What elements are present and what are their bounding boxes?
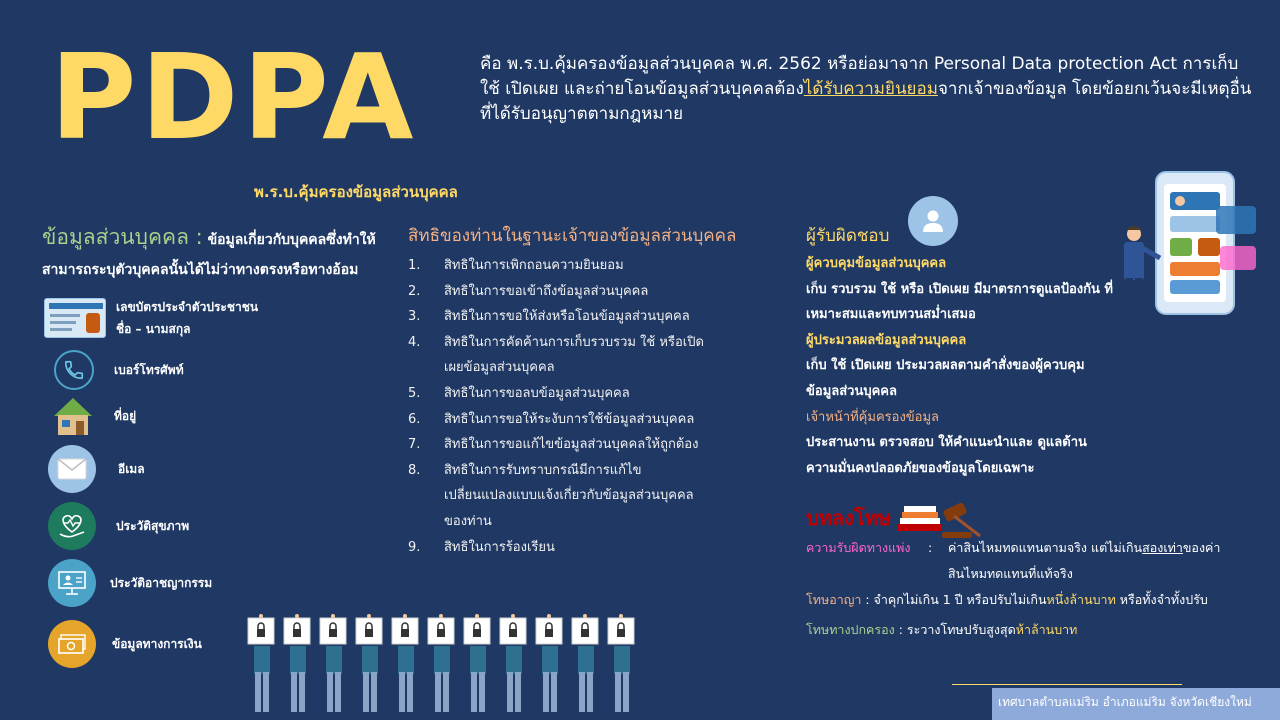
controller-title: ผู้ควบคุมข้อมูลส่วนบุคคล xyxy=(806,256,947,271)
footer-organization: เทศบาลตำบลแม่ริม อำเภอแม่ริม จังหวัดเชียงใหม่ xyxy=(992,688,1280,720)
id-card-icon xyxy=(44,298,106,338)
dpo-description: ประสานงาน ตรวจสอบ ให้คำแนะนำและ ดูแลด้านความมั่นคงปลอดภัยของข้อมูลโดยเฉพาะ xyxy=(806,435,1087,476)
intro-text-1: คือ พ.ร.บ.คุ้มครองข้อมูลส่วนบุคคล พ.ศ. 2562 หรือย่อมาจาก Personal Data protection Act การเก็บ ใช้ เปิดเผย และถ่ายโอนข้อมูลส่วนบุคคลต้อง xyxy=(480,54,1239,99)
rights-section-heading: สิทธิของท่านในฐานะเจ้าของข้อมูลส่วนบุคคล xyxy=(408,226,737,246)
rights-list-item: 2. สิทธิในการขอเข้าถึงข้อมูลส่วนบุคคล xyxy=(408,283,649,299)
civil-liability-double: สองเท่า xyxy=(1142,540,1183,555)
controller-description: เก็บ รวบรวม ใช้ หรือ เปิดเผย มีมาตรการดูแลป้องกัน ที่เหมาะสมและทบทวนสม่ำเสมอ xyxy=(806,281,1113,323)
personal-data-item-finance xyxy=(48,620,202,668)
penalty-section-heading: บทลงโทษ xyxy=(806,506,892,530)
penalty-section-body xyxy=(806,535,1256,643)
personal-data-item-label: ข้อมูลทางการเงิน xyxy=(112,637,202,651)
rights-list-item: 9. สิทธิในการร้องเรียน xyxy=(408,539,555,555)
intro-text-2: จากเจ้าของข้อมูล โดยข้อยกเว้นจะมีเหตุอื่นที่ได้รับอนุญาตตามกฎหมาย xyxy=(480,79,1252,124)
personal-data-item-health xyxy=(48,502,189,550)
page-subtitle: พ.ร.บ.คุ้มครองข้อมูลส่วนบุคคล xyxy=(254,183,458,201)
personal-data-item-id xyxy=(44,296,258,340)
house-icon xyxy=(52,396,94,436)
dpo-title: เจ้าหน้าที่คุ้มครองข้อมูล xyxy=(806,409,940,425)
personal-data-item-label-2: ชื่อ – นามสกุล xyxy=(116,322,191,336)
user-icon xyxy=(908,196,958,246)
health-icon xyxy=(48,502,96,550)
criminal-penalty-row: โทษอาญา : จำคุกไม่เกิน 1 ปี หรือปรับไม่เกินหนึ่งล้านบาท หรือทั้งจำทั้งปรับ xyxy=(806,592,1208,607)
responsible-section-body xyxy=(806,251,1116,481)
rights-list xyxy=(408,253,708,560)
page-title: PDPA xyxy=(50,28,418,166)
personal-data-definition: ข้อมูลเกี่ยวกับบุคคลซึ่งทำให้สามารถระบุตัวบุคคลนั้นได้ไม่ว่าทางตรงหรือทางอ้อม xyxy=(42,232,376,278)
personal-data-section-heading xyxy=(42,222,402,285)
processor-title: ผู้ประมวลผลข้อมูลส่วนบุคคล xyxy=(806,332,967,348)
personal-data-title: ข้อมูลส่วนบุคคล : xyxy=(42,225,203,249)
personal-data-item-label: ที่อยู่ xyxy=(114,409,137,423)
administrative-penalty-label: โทษทางปกครอง xyxy=(806,622,895,637)
personal-data-item-phone xyxy=(54,350,184,390)
personal-data-item-label: เลขบัตรประจำตัวประชาชน xyxy=(116,300,259,314)
processor-description: เก็บ ใช้ เปิดเผย ประมวลผลตามคำสั่งของผู้ควบคุมข้อมูลส่วนบุคคล xyxy=(806,358,1085,399)
phone-icon xyxy=(54,350,94,390)
personal-data-item-label: ประวัติอาชญากรรม xyxy=(110,576,213,590)
rights-list-item: 4. สิทธิในการคัดค้านการเก็บรวบรวม ใช้ หรือเปิดเผยข้อมูลส่วนบุคคล xyxy=(408,334,704,376)
civil-liability-text: ค่าสินไหมทดแทนตามจริง แต่ไม่เกิน xyxy=(948,540,1143,555)
personal-data-item-label: เบอร์โทรศัพท์ xyxy=(114,363,184,377)
personal-data-item-label: อีเมล xyxy=(118,462,145,476)
personal-data-item-email xyxy=(48,445,145,493)
personal-data-item-criminal xyxy=(48,559,212,607)
rights-list-item: 6. สิทธิในการขอให้ระงับการใช้ข้อมูลส่วนบุคคล xyxy=(408,411,695,427)
civil-liability-row: ความรับผิดทางแพ่ง : ค่าสินไหมทดแทนตามจริง แต่ไม่เกินสองเท่าของค่าสินไหมทดแทนที่แท้จริง xyxy=(806,535,1256,587)
criminal-penalty-label: โทษอาญา xyxy=(806,592,862,607)
criminal-penalty-amount: หนึ่งล้านบาท xyxy=(1046,592,1116,607)
personal-data-item-label: ประวัติสุขภาพ xyxy=(116,519,190,533)
data-protection-illustration xyxy=(1116,168,1264,338)
rights-list-item: 7. สิทธิในการขอแก้ไขข้อมูลส่วนบุคคลให้ถูกต้อง xyxy=(408,437,699,453)
rights-list-item: 1. สิทธิในการเพิกถอนความยินยอม xyxy=(408,258,624,273)
administrative-penalty-amount: ห้าล้านบาท xyxy=(1015,622,1078,637)
intro-consent-highlight: ได้รับความยินยอม xyxy=(803,79,938,99)
criminal-record-icon xyxy=(48,559,96,607)
administrative-penalty-row: โทษทางปกครอง : ระวางโทษปรับสูงสุดห้าล้านบาท xyxy=(806,622,1078,637)
rights-list-item: 8. สิทธิในการรับทราบกรณีมีการแก้ไขเปลี่ยนแปลงแบบแจ้งเกี่ยวกับข้อมูลส่วนบุคคลของท่าน xyxy=(408,462,694,529)
money-icon xyxy=(48,620,96,668)
rights-list-item: 5. สิทธิในการขอลบข้อมูลส่วนบุคคล xyxy=(408,385,630,401)
responsible-section-heading: ผู้รับผิดชอบ xyxy=(806,226,890,246)
personal-data-item-address xyxy=(52,396,136,436)
intro-paragraph xyxy=(480,52,1260,127)
envelope-icon xyxy=(48,445,96,493)
civil-liability-label: ความรับผิดทางแพ่ง xyxy=(806,540,911,555)
people-with-lock-signs-illustration xyxy=(244,614,664,720)
rights-list-item: 3. สิทธิในการขอให้ส่งหรือโอนข้อมูลส่วนบุคคล xyxy=(408,309,690,325)
